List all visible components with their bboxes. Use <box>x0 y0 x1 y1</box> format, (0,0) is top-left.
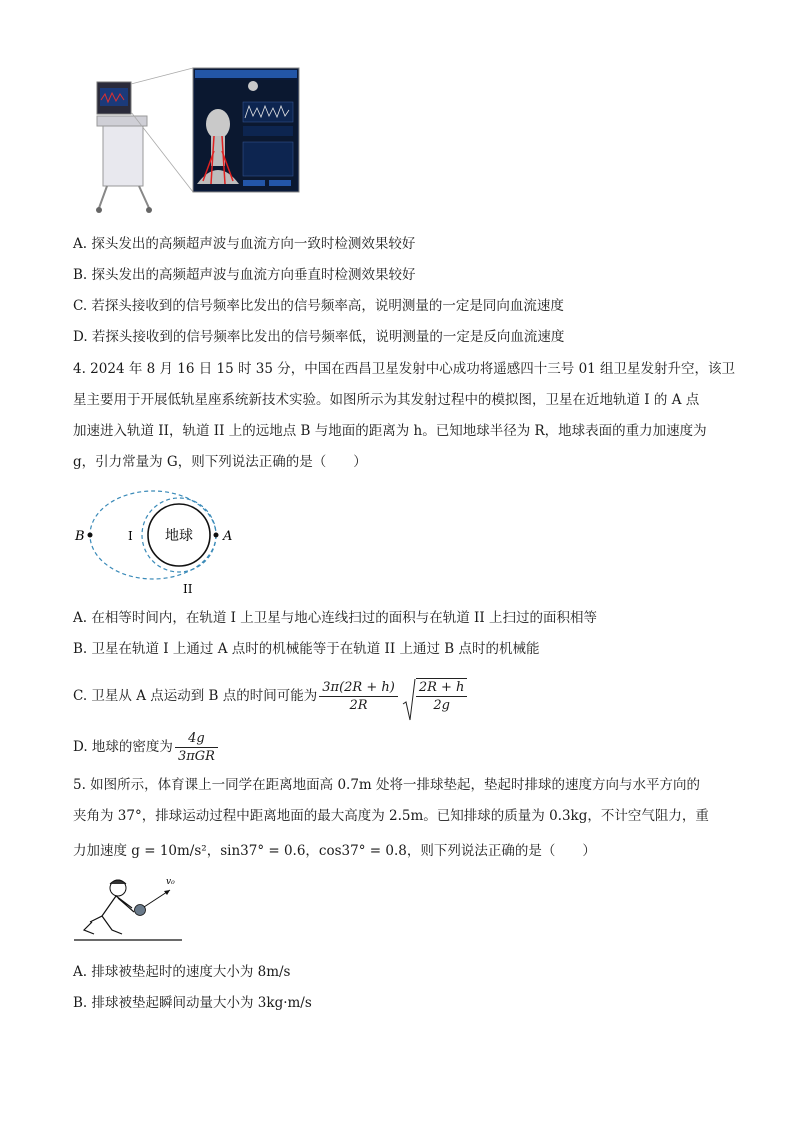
label-ii: II <box>183 582 193 596</box>
orbit-diagram <box>70 478 240 600</box>
volleyball <box>135 905 146 916</box>
velocity-label: v₀ <box>166 877 175 887</box>
q4-option-a: A. 在相等时间内，在轨道 I 上卫星与地心连线扫过的面积与在轨道 II 上扫过的面积相等 <box>73 610 597 626</box>
student-body <box>90 896 122 934</box>
q3-option-c: C. 若探头接收到的信号频率比发出的信号频率高，说明测量的一定是同向血流速度 <box>73 298 564 314</box>
q4-option-c-text: C. 卫星从 A 点运动到 B 点的时间可能为 <box>73 688 318 704</box>
q4-option-c <box>73 672 469 720</box>
q4-option-d <box>73 727 220 767</box>
q5-option-b: B. 排球被垫起瞬间动量大小为 3kg·m/s <box>73 995 312 1011</box>
volleyball-figure <box>72 872 184 944</box>
earth-label: 地球 <box>165 528 193 544</box>
head-silhouette <box>206 109 230 139</box>
q5-stem-line-3: 力加速度 g = 10m/s²，sin37° = 0.6，cos37° = 0.8，则下列说法正确的是（ ） <box>73 843 596 859</box>
q4-option-d-fraction: $\frac{4g}{\text{3πGR}}$ <box>175 730 218 765</box>
q4-option-b: B. 卫星在轨道 I 上通过 A 点时的机械能等于在轨道 II 上通过 B 点时的机械能 <box>73 641 540 657</box>
q5-stem-line-1: 5. 如图所示，体育课上一同学在距离地面高 0.7m 处将一排球垫起，垫起时排球的速度方向与水平方向的 <box>73 777 701 793</box>
q3-option-a: A. 探头发出的高频超声波与血流方向一致时检测效果较好 <box>73 236 416 252</box>
q4-stem-line-2: 星主要用于开展低轨星座系统新技术实验。如图所示为其发射过程中的模拟图，卫星在近地轨道 I 的 A 点 <box>73 392 700 408</box>
q5-option-a: A. 排球被垫起时的速度大小为 8m/s <box>73 964 291 980</box>
label-b: B <box>75 529 85 544</box>
q3-option-d: D. 若探头接收到的信号频率比发出的信号频率低，说明测量的一定是反向血流速度 <box>73 329 565 345</box>
cart-body <box>103 126 143 186</box>
point-a <box>214 533 219 538</box>
q3-option-b: B. 探头发出的高频超声波与血流方向垂直时检测效果较好 <box>73 267 416 283</box>
q4-stem-line-1: 4. 2024 年 8 月 16 日 15 时 35 分，中国在西昌卫星发射中心成功将遥感四十三号 01 组卫星发射升空，该卫 <box>73 361 736 377</box>
q4-stem-line-3: 加速进入轨道 II，轨道 II 上的远地点 B 与地面的距离为 h。已知地球半径为 R，地球表面的重力加速度为 <box>73 423 707 439</box>
q4-option-c-fraction: $\frac{3\pi(2R + h)}{2R}$ <box>319 679 398 714</box>
q4-option-c-sqrt: $\frac{2R + h}{2g}$ <box>402 678 470 714</box>
point-b <box>88 533 93 538</box>
label-a: A <box>223 529 233 544</box>
q4-stem-line-4: g，引力常量为 G，则下列说法正确的是（ ） <box>73 454 367 470</box>
q4-option-d-text: D. 地球的密度为 <box>73 739 173 755</box>
q5-stem-line-2: 夹角为 37°，排球运动过程中距离地面的最大高度为 2.5m。已知排球的质量为 0.3kg，不计空气阻力，重 <box>73 808 709 824</box>
ultrasound-figure <box>93 66 303 218</box>
label-i: I <box>128 529 133 543</box>
